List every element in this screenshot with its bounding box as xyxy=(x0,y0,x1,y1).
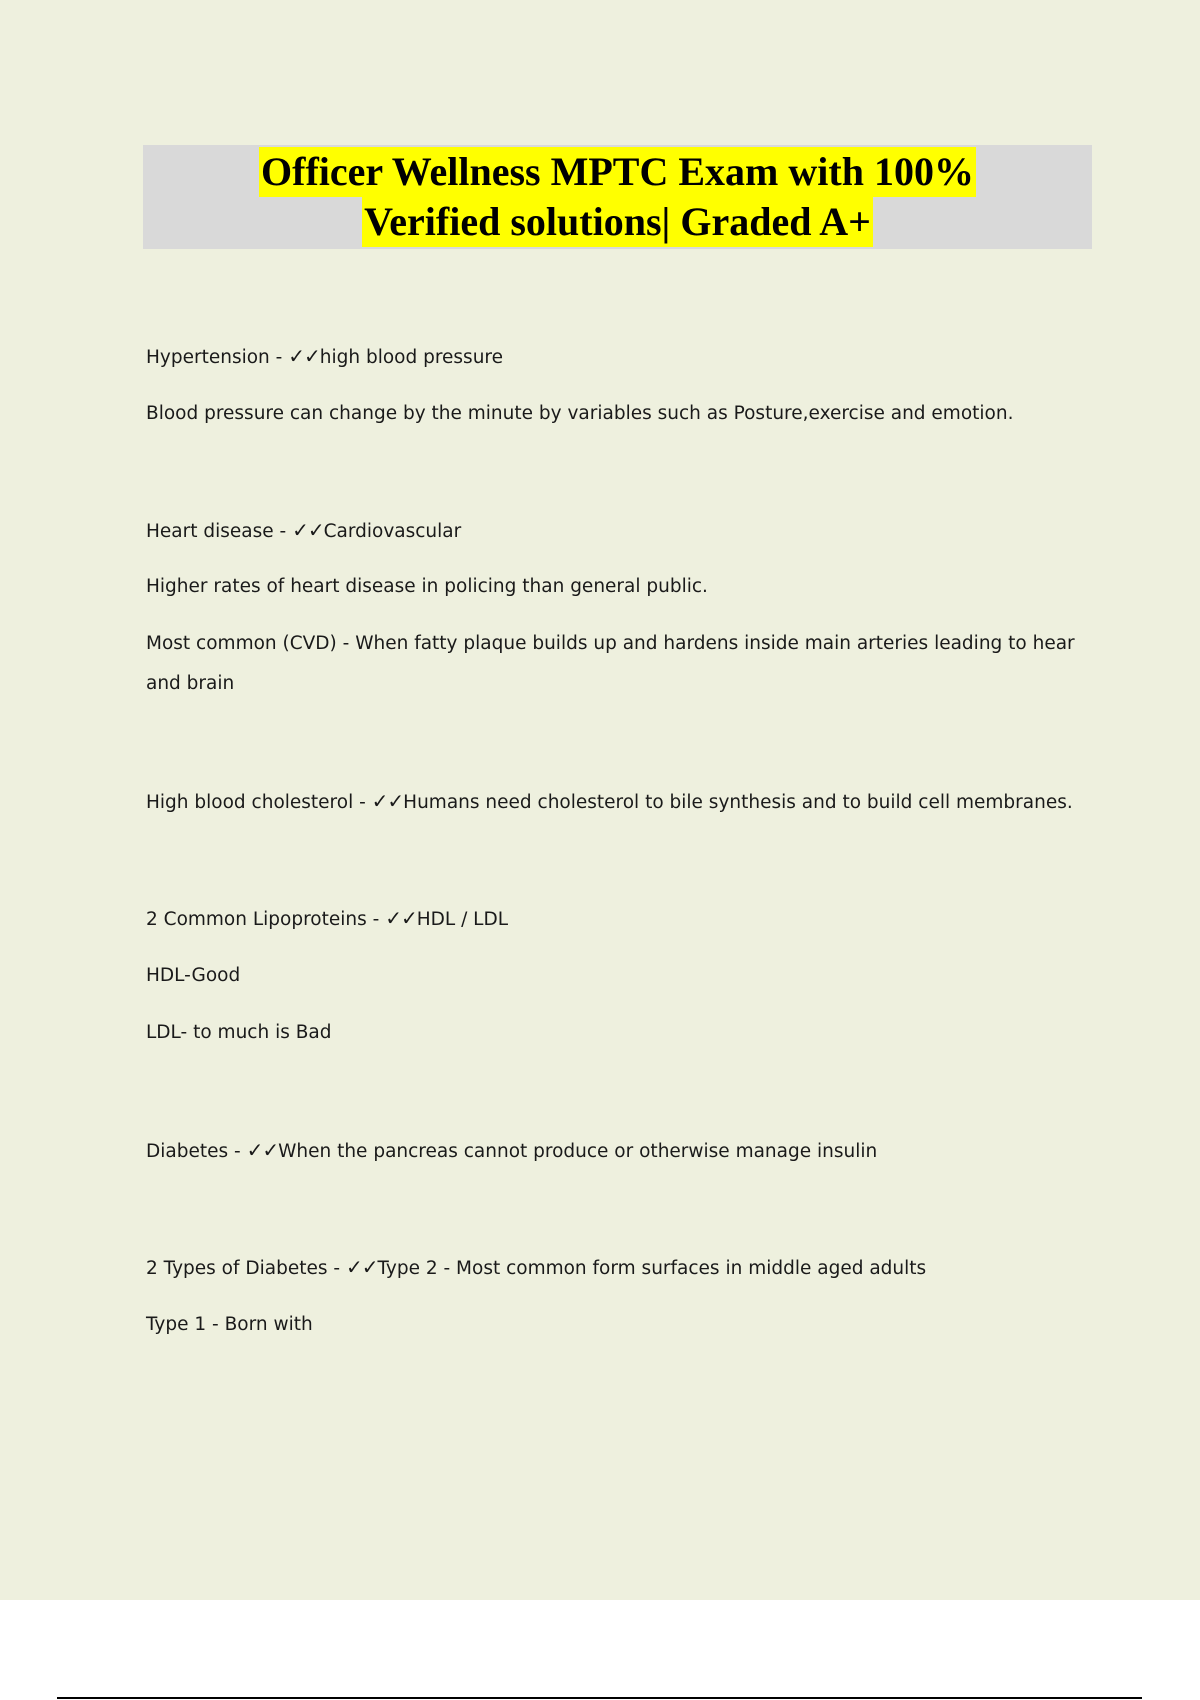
entry-answer: When the pancreas cannot produce or otherwise manage insulin xyxy=(278,1141,878,1162)
entry-answer: Humans need cholesterol to bile synthesis and to build cell membranes. xyxy=(403,792,1073,813)
double-check-icon: ✓✓ xyxy=(288,344,320,368)
entry-term: Diabetes xyxy=(146,1141,229,1162)
qa-entry-lipoproteins: 2 Common Lipoproteins - ✓✓HDL / LDL xyxy=(146,906,509,930)
entry-term: Heart disease xyxy=(146,521,274,542)
document-title-line-1: Officer Wellness MPTC Exam with 100% xyxy=(259,147,976,197)
note-hdl: HDL-Good xyxy=(146,965,241,986)
qa-entry-cholesterol: High blood cholesterol - ✓✓Humans need cholesterol to bile synthesis and to build cell membranes. xyxy=(146,789,1073,813)
entry-term: Hypertension xyxy=(146,347,270,368)
note-type-1: Type 1 - Born with xyxy=(146,1314,313,1335)
double-check-icon: ✓✓ xyxy=(345,1255,378,1279)
qa-entry-diabetes: Diabetes - ✓✓When the pancreas cannot produce or otherwise manage insulin xyxy=(146,1138,878,1162)
footer-divider xyxy=(57,1697,1142,1699)
double-check-icon: ✓✓ xyxy=(371,789,404,813)
qa-entry-heart-disease: Heart disease - ✓✓Cardiovascular xyxy=(146,518,462,542)
entry-answer: Cardiovascular xyxy=(323,521,462,542)
double-check-icon: ✓✓ xyxy=(246,1138,279,1162)
note-heart-disease-rates: Higher rates of heart disease in policing than general public. xyxy=(146,576,708,597)
document-title-box xyxy=(143,145,1092,249)
entry-term: High blood cholesterol xyxy=(146,792,354,813)
entry-term: 2 Common Lipoproteins xyxy=(146,909,367,930)
entry-answer: Type 2 - Most common form surfaces in middle aged adults xyxy=(377,1258,927,1279)
qa-entry-diabetes-types: 2 Types of Diabetes - ✓✓Type 2 - Most common form surfaces in middle aged adults xyxy=(146,1255,927,1279)
entry-answer: HDL / LDL xyxy=(416,909,509,930)
note-ldl: LDL- to much is Bad xyxy=(146,1022,332,1043)
double-check-icon: ✓✓ xyxy=(292,518,324,542)
document-title-line-2: Verified solutions| Graded A+ xyxy=(362,197,873,247)
entry-answer: high blood pressure xyxy=(319,347,503,368)
note-most-common-cvd: Most common (CVD) - When fatty plaque builds up and hardens inside main arteries leading to hear and brain xyxy=(146,633,1075,694)
double-check-icon: ✓✓ xyxy=(385,906,417,930)
entry-term: 2 Types of Diabetes xyxy=(146,1258,328,1279)
note-blood-pressure: Blood pressure can change by the minute by variables such as Posture,exercise and emotion. xyxy=(146,403,1014,424)
qa-entry-hypertension: Hypertension - ✓✓high blood pressure xyxy=(146,344,503,368)
